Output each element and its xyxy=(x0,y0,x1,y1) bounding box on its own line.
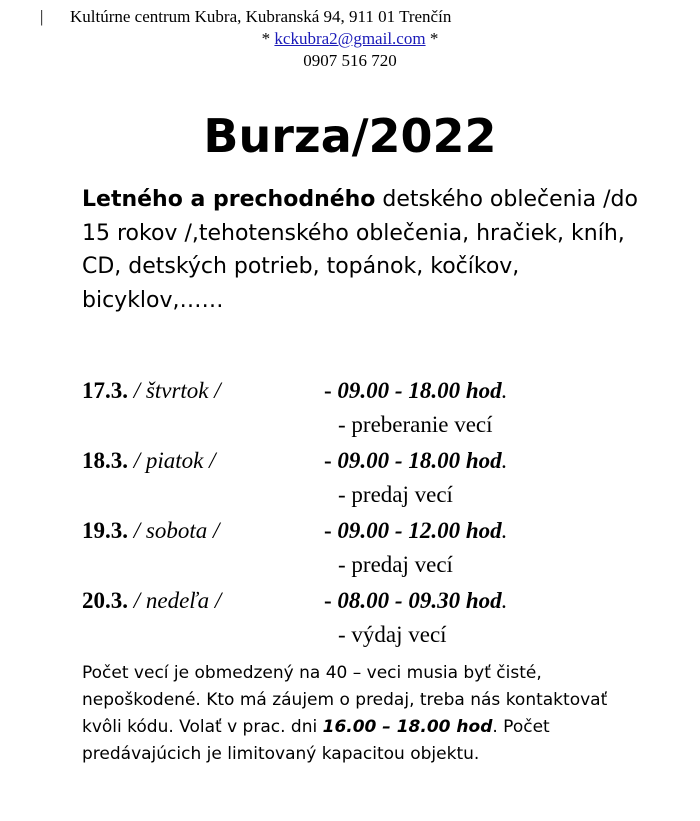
time-range: 09.00 - 18.00 hod xyxy=(337,448,502,473)
footer-text-2: . Počet predávajúcich je limitovaný kapacitou objektu. xyxy=(82,717,550,764)
schedule-note: - preberanie vecí xyxy=(338,412,493,437)
address: Kultúrne centrum Kubra, Kubranská 94, 911 01 Trenčín xyxy=(70,7,452,26)
email-line xyxy=(0,28,700,50)
star-right: * xyxy=(429,29,439,48)
time-dot: . xyxy=(501,378,508,403)
intro-text xyxy=(82,183,642,317)
intro-rest: detského oblečenia /do 15 rokov /,tehotenského oblečenia, hračiek, kníh, CD, detských potrieb, topánok, kočíkov, bicyklov,…… xyxy=(82,187,638,313)
schedule-note-2 xyxy=(82,478,682,514)
intro-lead: Letného a prechodného xyxy=(82,187,376,212)
schedule-time xyxy=(324,584,507,618)
time-dot: . xyxy=(501,588,508,613)
time-dash: - xyxy=(324,378,338,403)
schedule-note-3 xyxy=(82,548,682,584)
schedule-dayname: / piatok / xyxy=(128,448,216,473)
schedule-note: - výdaj vecí xyxy=(338,622,447,647)
time-dash: - xyxy=(324,448,338,473)
schedule-dayname: / sobota / xyxy=(128,518,220,543)
schedule-date: 17.3. xyxy=(82,378,128,403)
separator-bar: | xyxy=(40,7,44,26)
schedule-day-2 xyxy=(82,444,682,478)
schedule-date: 20.3. xyxy=(82,588,128,613)
footer-text-1: Počet vecí je obmedzený na 40 – veci musia byť čisté, nepoškodené. Kto má záujem o predaj, treba nás kontaktovať kvôli kódu. Volať v prac. dni xyxy=(82,663,608,737)
page-title: Burza/2022 xyxy=(203,109,497,163)
schedule-date: 18.3. xyxy=(82,448,128,473)
schedule-day-1 xyxy=(82,374,682,408)
header xyxy=(0,6,700,72)
schedule-time xyxy=(324,444,507,478)
time-dot: . xyxy=(501,448,508,473)
time-dash: - xyxy=(324,588,338,613)
footer-note xyxy=(82,660,652,768)
time-dot: . xyxy=(501,518,508,543)
time-dash: - xyxy=(324,518,338,543)
schedule-dayname: / štvrtok / xyxy=(128,378,221,403)
schedule-note-4 xyxy=(82,618,682,654)
time-range: 09.00 - 18.00 hod xyxy=(337,378,502,403)
phone-number: 0907 516 720 xyxy=(303,51,397,70)
schedule-date: 19.3. xyxy=(82,518,128,543)
address-line xyxy=(0,6,700,28)
footer-hours: 16.00 – 18.00 hod xyxy=(322,717,493,737)
schedule-day-4 xyxy=(82,584,682,618)
schedule-time xyxy=(324,374,507,408)
schedule xyxy=(82,374,682,654)
schedule-time xyxy=(324,514,507,548)
schedule-note: - predaj vecí xyxy=(338,552,453,577)
star-left: * xyxy=(261,29,271,48)
schedule-note: - predaj vecí xyxy=(338,482,453,507)
schedule-day-3 xyxy=(82,514,682,548)
schedule-note-1 xyxy=(82,408,682,444)
time-range: 08.00 - 09.30 hod xyxy=(337,588,502,613)
email-link[interactable]: kckubra2@gmail.com xyxy=(274,29,426,48)
schedule-dayname: / nedeľa / xyxy=(128,588,222,613)
time-range: 09.00 - 12.00 hod xyxy=(337,518,502,543)
